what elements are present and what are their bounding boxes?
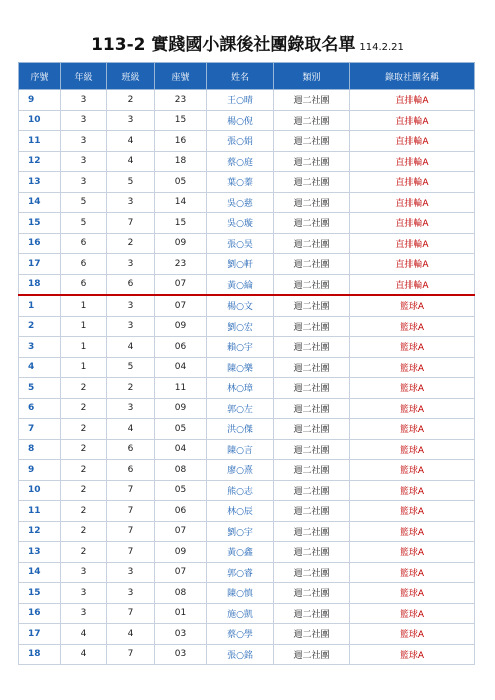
cell-class: 3	[107, 110, 155, 131]
cell-category: 週二社團	[274, 233, 350, 254]
cell-category: 週二社團	[274, 192, 350, 213]
cell-name: 郭○睿	[207, 562, 274, 583]
cell-seq: 13	[19, 542, 61, 563]
cell-seq: 4	[19, 357, 61, 378]
table-row	[19, 274, 475, 295]
cell-club: 籃球A	[350, 357, 475, 378]
header-club: 錄取社團名稱	[350, 63, 475, 90]
cell-class: 7	[107, 603, 155, 624]
cell-seq: 16	[19, 603, 61, 624]
cell-club: 直排輪A	[350, 233, 475, 254]
table-row	[19, 337, 475, 358]
cell-grade: 2	[61, 439, 107, 460]
cell-category: 週二社團	[274, 337, 350, 358]
cell-seat: 09	[155, 316, 207, 337]
cell-name: 楊○倪	[207, 110, 274, 131]
cell-seat: 04	[155, 357, 207, 378]
table-body	[19, 90, 475, 665]
cell-class: 7	[107, 521, 155, 542]
cell-name: 陳○慎	[207, 583, 274, 604]
cell-category: 週二社團	[274, 213, 350, 234]
table-row	[19, 542, 475, 563]
cell-name: 吳○慈	[207, 192, 274, 213]
cell-seat: 09	[155, 542, 207, 563]
cell-category: 週二社團	[274, 501, 350, 522]
cell-seq: 9	[19, 90, 61, 111]
cell-grade: 1	[61, 337, 107, 358]
cell-seat: 03	[155, 644, 207, 665]
cell-category: 週二社團	[274, 542, 350, 563]
cell-grade: 5	[61, 192, 107, 213]
cell-grade: 3	[61, 583, 107, 604]
cell-grade: 6	[61, 254, 107, 275]
cell-club: 籃球A	[350, 501, 475, 522]
cell-name: 林○璋	[207, 378, 274, 399]
cell-name: 蔡○庭	[207, 151, 274, 172]
table-row	[19, 460, 475, 481]
cell-category: 週二社團	[274, 90, 350, 111]
cell-category: 週二社團	[274, 460, 350, 481]
cell-class: 3	[107, 316, 155, 337]
cell-name: 張○昊	[207, 233, 274, 254]
cell-seat: 14	[155, 192, 207, 213]
table-row	[19, 254, 475, 275]
cell-seq: 15	[19, 583, 61, 604]
cell-seat: 05	[155, 172, 207, 193]
cell-seq: 1	[19, 295, 61, 316]
cell-club: 籃球A	[350, 542, 475, 563]
table-row	[19, 644, 475, 665]
cell-category: 週二社團	[274, 274, 350, 295]
cell-class: 3	[107, 398, 155, 419]
cell-grade: 3	[61, 90, 107, 111]
header-seq: 序號	[19, 63, 61, 90]
cell-seat: 23	[155, 90, 207, 111]
cell-seat: 08	[155, 583, 207, 604]
cell-class: 3	[107, 295, 155, 316]
cell-seat: 07	[155, 562, 207, 583]
cell-category: 週二社團	[274, 172, 350, 193]
cell-name: 施○凱	[207, 603, 274, 624]
cell-club: 籃球A	[350, 562, 475, 583]
cell-name: 賴○宇	[207, 337, 274, 358]
cell-grade: 2	[61, 378, 107, 399]
cell-grade: 3	[61, 131, 107, 152]
header-seat: 座號	[155, 63, 207, 90]
cell-club: 籃球A	[350, 644, 475, 665]
cell-grade: 3	[61, 110, 107, 131]
cell-seat: 18	[155, 151, 207, 172]
cell-name: 郭○左	[207, 398, 274, 419]
cell-class: 6	[107, 460, 155, 481]
cell-category: 週二社團	[274, 131, 350, 152]
cell-name: 楊○文	[207, 295, 274, 316]
cell-seat: 01	[155, 603, 207, 624]
cell-club: 直排輪A	[350, 192, 475, 213]
table-row	[19, 603, 475, 624]
cell-club: 籃球A	[350, 337, 475, 358]
cell-seq: 11	[19, 501, 61, 522]
cell-seq: 13	[19, 172, 61, 193]
cell-class: 5	[107, 357, 155, 378]
cell-class: 7	[107, 644, 155, 665]
cell-name: 陳○樂	[207, 357, 274, 378]
cell-category: 週二社團	[274, 521, 350, 542]
cell-category: 週二社團	[274, 295, 350, 316]
cell-class: 5	[107, 172, 155, 193]
header-category: 類別	[274, 63, 350, 90]
cell-name: 陳○言	[207, 439, 274, 460]
table-row	[19, 110, 475, 131]
cell-seq: 15	[19, 213, 61, 234]
cell-name: 吳○璇	[207, 213, 274, 234]
cell-class: 7	[107, 213, 155, 234]
cell-name: 劉○宏	[207, 316, 274, 337]
cell-club: 直排輪A	[350, 151, 475, 172]
table-row	[19, 624, 475, 645]
table-row	[19, 419, 475, 440]
cell-class: 3	[107, 192, 155, 213]
cell-grade: 2	[61, 419, 107, 440]
cell-grade: 2	[61, 501, 107, 522]
cell-seat: 07	[155, 295, 207, 316]
header-class: 班級	[107, 63, 155, 90]
cell-grade: 2	[61, 480, 107, 501]
cell-club: 直排輪A	[350, 110, 475, 131]
cell-seq: 2	[19, 316, 61, 337]
cell-seq: 7	[19, 419, 61, 440]
table-row	[19, 316, 475, 337]
cell-name: 王○晴	[207, 90, 274, 111]
cell-seq: 12	[19, 151, 61, 172]
cell-club: 籃球A	[350, 603, 475, 624]
cell-name: 張○娟	[207, 131, 274, 152]
cell-grade: 1	[61, 316, 107, 337]
cell-club: 籃球A	[350, 521, 475, 542]
cell-category: 週二社團	[274, 644, 350, 665]
cell-class: 4	[107, 337, 155, 358]
table-row	[19, 501, 475, 522]
cell-seq: 5	[19, 378, 61, 399]
cell-category: 週二社團	[274, 562, 350, 583]
cell-club: 直排輪A	[350, 274, 475, 295]
cell-class: 2	[107, 378, 155, 399]
cell-class: 4	[107, 131, 155, 152]
table-row	[19, 213, 475, 234]
cell-category: 週二社團	[274, 357, 350, 378]
cell-class: 7	[107, 542, 155, 563]
cell-seat: 08	[155, 460, 207, 481]
cell-seat: 05	[155, 419, 207, 440]
header-name: 姓名	[207, 63, 274, 90]
cell-class: 3	[107, 254, 155, 275]
cell-name: 林○辰	[207, 501, 274, 522]
cell-class: 7	[107, 501, 155, 522]
cell-class: 6	[107, 274, 155, 295]
cell-seat: 04	[155, 439, 207, 460]
cell-class: 7	[107, 480, 155, 501]
cell-club: 籃球A	[350, 624, 475, 645]
cell-name: 蔡○學	[207, 624, 274, 645]
table-row	[19, 378, 475, 399]
cell-grade: 1	[61, 295, 107, 316]
cell-category: 週二社團	[274, 110, 350, 131]
cell-name: 張○銘	[207, 644, 274, 665]
cell-class: 2	[107, 233, 155, 254]
cell-seq: 17	[19, 624, 61, 645]
cell-grade: 3	[61, 603, 107, 624]
cell-grade: 6	[61, 233, 107, 254]
cell-category: 週二社團	[274, 419, 350, 440]
cell-seq: 14	[19, 192, 61, 213]
cell-category: 週二社團	[274, 151, 350, 172]
cell-grade: 1	[61, 357, 107, 378]
cell-seat: 06	[155, 337, 207, 358]
cell-category: 週二社團	[274, 378, 350, 399]
table-row	[19, 583, 475, 604]
cell-club: 籃球A	[350, 583, 475, 604]
cell-category: 週二社團	[274, 624, 350, 645]
table-header	[19, 63, 475, 90]
cell-club: 籃球A	[350, 480, 475, 501]
cell-grade: 2	[61, 460, 107, 481]
cell-seat: 23	[155, 254, 207, 275]
cell-club: 籃球A	[350, 460, 475, 481]
table-row	[19, 233, 475, 254]
cell-category: 週二社團	[274, 398, 350, 419]
cell-seat: 05	[155, 480, 207, 501]
header-grade: 年級	[61, 63, 107, 90]
cell-club: 籃球A	[350, 419, 475, 440]
cell-seq: 16	[19, 233, 61, 254]
table-row	[19, 480, 475, 501]
cell-seat: 07	[155, 521, 207, 542]
cell-grade: 3	[61, 172, 107, 193]
cell-grade: 2	[61, 398, 107, 419]
cell-club: 直排輪A	[350, 131, 475, 152]
cell-seq: 17	[19, 254, 61, 275]
cell-seq: 3	[19, 337, 61, 358]
cell-class: 4	[107, 151, 155, 172]
cell-class: 6	[107, 439, 155, 460]
page-title	[0, 30, 495, 55]
cell-club: 籃球A	[350, 295, 475, 316]
table-row	[19, 192, 475, 213]
cell-name: 熊○志	[207, 480, 274, 501]
table-row	[19, 562, 475, 583]
cell-grade: 3	[61, 151, 107, 172]
cell-club: 直排輪A	[350, 172, 475, 193]
cell-club: 直排輪A	[350, 213, 475, 234]
cell-club: 籃球A	[350, 378, 475, 399]
cell-class: 4	[107, 624, 155, 645]
cell-category: 週二社團	[274, 316, 350, 337]
table-row	[19, 172, 475, 193]
cell-name: 劉○宇	[207, 521, 274, 542]
cell-seat: 09	[155, 398, 207, 419]
cell-name: 洪○傑	[207, 419, 274, 440]
table-row	[19, 295, 475, 316]
cell-grade: 6	[61, 274, 107, 295]
cell-seat: 06	[155, 501, 207, 522]
cell-seq: 6	[19, 398, 61, 419]
cell-seat: 15	[155, 213, 207, 234]
cell-seq: 10	[19, 480, 61, 501]
cell-category: 週二社團	[274, 603, 350, 624]
cell-seat: 15	[155, 110, 207, 131]
cell-seq: 9	[19, 460, 61, 481]
cell-class: 4	[107, 419, 155, 440]
cell-seat: 03	[155, 624, 207, 645]
cell-name: 黃○綸	[207, 274, 274, 295]
cell-grade: 3	[61, 562, 107, 583]
cell-seq: 12	[19, 521, 61, 542]
cell-grade: 4	[61, 624, 107, 645]
cell-category: 週二社團	[274, 583, 350, 604]
cell-name: 葉○蓁	[207, 172, 274, 193]
enrollment-table	[18, 62, 475, 665]
cell-seq: 8	[19, 439, 61, 460]
table-row	[19, 398, 475, 419]
cell-club: 籃球A	[350, 316, 475, 337]
cell-seat: 11	[155, 378, 207, 399]
cell-name: 黃○鑫	[207, 542, 274, 563]
cell-class: 3	[107, 583, 155, 604]
cell-name: 劉○軒	[207, 254, 274, 275]
title-text: 113-2 實踐國小課後社團錄取名單	[91, 35, 356, 55]
cell-seq: 18	[19, 274, 61, 295]
cell-seq: 10	[19, 110, 61, 131]
cell-seat: 07	[155, 274, 207, 295]
cell-club: 籃球A	[350, 398, 475, 419]
table-row	[19, 90, 475, 111]
cell-category: 週二社團	[274, 254, 350, 275]
cell-grade: 2	[61, 521, 107, 542]
header-row	[19, 63, 475, 90]
table-row	[19, 439, 475, 460]
cell-name: 廖○熹	[207, 460, 274, 481]
cell-club: 直排輪A	[350, 90, 475, 111]
cell-seq: 18	[19, 644, 61, 665]
cell-seq: 11	[19, 131, 61, 152]
cell-grade: 2	[61, 542, 107, 563]
cell-class: 2	[107, 90, 155, 111]
cell-seat: 16	[155, 131, 207, 152]
title-date: 114.2.21	[359, 42, 404, 53]
table-row	[19, 357, 475, 378]
cell-club: 籃球A	[350, 439, 475, 460]
cell-seat: 09	[155, 233, 207, 254]
cell-seq: 14	[19, 562, 61, 583]
cell-grade: 5	[61, 213, 107, 234]
cell-club: 直排輪A	[350, 254, 475, 275]
table-row	[19, 521, 475, 542]
cell-class: 3	[107, 562, 155, 583]
table-row	[19, 151, 475, 172]
table-row	[19, 131, 475, 152]
cell-category: 週二社團	[274, 480, 350, 501]
cell-category: 週二社團	[274, 439, 350, 460]
cell-grade: 4	[61, 644, 107, 665]
